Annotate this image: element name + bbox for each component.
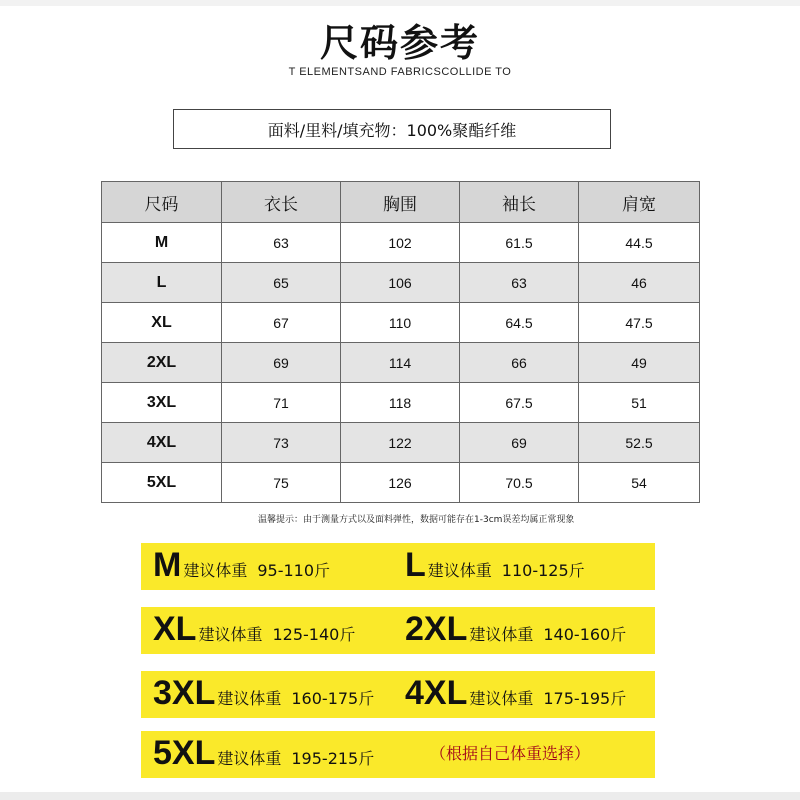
table-cell: 3XL [102,383,222,423]
table-cell: 73 [222,423,341,463]
weight-entry-4xl [405,674,626,713]
table-cell: 5XL [102,463,222,503]
weight-range: 125-140斤 [272,625,356,644]
table-cell: 106 [341,263,460,303]
weight-size: 4XL [405,674,468,712]
table-cell: 65 [222,263,341,303]
table-cell: XL [102,303,222,343]
weight-range: 140-160斤 [543,625,627,644]
weight-range: 110-125斤 [501,561,585,580]
weight-range: 195-215斤 [291,749,375,768]
page-title: 尺码参考 [319,21,480,65]
page-subtitle: T ELEMENTSAND FABRICSCOLLIDE TO [288,66,512,78]
table-cell: 118 [341,383,460,423]
weight-label: 建议体重 [217,689,282,708]
table-cell: 63 [222,223,341,263]
table-cell: 75 [222,463,341,503]
table-row [102,343,700,383]
weight-size: XL [153,610,197,648]
table-cell: 54 [579,463,700,503]
choose-by-weight-hint: （根据自己体重选择） [430,744,591,763]
table-cell: 64.5 [460,303,579,343]
size-chart-table [101,181,700,503]
material-info-box [173,109,611,149]
weight-entry-xl [153,610,355,649]
table-cell: 122 [341,423,460,463]
weight-label: 建议体重 [469,625,534,644]
table-cell: 69 [460,423,579,463]
table-cell: 102 [341,223,460,263]
weight-size: L [405,546,426,584]
material-text: 面料/里料/填充物：100%聚酯纤维 [267,120,517,140]
table-cell: 46 [579,263,700,303]
table-cell: 51 [579,383,700,423]
weight-label: 建议体重 [217,749,282,768]
table-row [102,423,700,463]
weight-size: M [153,546,182,584]
weight-range: 175-195斤 [543,689,627,708]
header-chest: 胸围 [341,182,460,223]
table-cell: 2XL [102,343,222,383]
weight-label: 建议体重 [469,689,534,708]
table-cell: M [102,223,222,263]
table-row [102,463,700,503]
table-cell: 71 [222,383,341,423]
table-cell: 66 [460,343,579,383]
table-cell: 70.5 [460,463,579,503]
weight-label: 建议体重 [427,561,492,580]
table-cell: 61.5 [460,223,579,263]
table-cell: 49 [579,343,700,383]
table-cell: 67.5 [460,383,579,423]
header-length: 衣长 [222,182,341,223]
top-edge [0,0,800,6]
weight-entry-5xl [153,734,374,773]
weight-label: 建议体重 [198,625,263,644]
measurement-note: 温馨提示：由于测量方式以及面料弹性，数据可能存在1-3cm误差均属正常现象 [258,515,575,525]
table-cell: 110 [341,303,460,343]
table-cell: 69 [222,343,341,383]
table-row [102,223,700,263]
table-cell: 4XL [102,423,222,463]
bottom-edge [0,792,800,800]
weight-range: 95-110斤 [257,561,331,580]
weight-entry-3xl [153,674,374,713]
weight-label: 建议体重 [183,561,248,580]
weight-entry-2xl [405,610,626,649]
table-cell: 63 [460,263,579,303]
weight-range: 160-175斤 [291,689,375,708]
table-row [102,383,700,423]
header-shoulder: 肩宽 [579,182,700,223]
table-cell: 114 [341,343,460,383]
weight-size: 2XL [405,610,468,648]
weight-size: 3XL [153,674,216,712]
table-cell: 47.5 [579,303,700,343]
table-cell: 126 [341,463,460,503]
header-sleeve: 袖长 [460,182,579,223]
table-header-row [102,182,700,223]
table-cell: L [102,263,222,303]
table-cell: 44.5 [579,223,700,263]
weight-entry-m [153,546,330,585]
weight-size: 5XL [153,734,216,772]
table-cell: 52.5 [579,423,700,463]
table-row [102,303,700,343]
table-cell: 67 [222,303,341,343]
table-row [102,263,700,303]
header-size: 尺码 [102,182,222,223]
weight-entry-l [405,546,585,585]
